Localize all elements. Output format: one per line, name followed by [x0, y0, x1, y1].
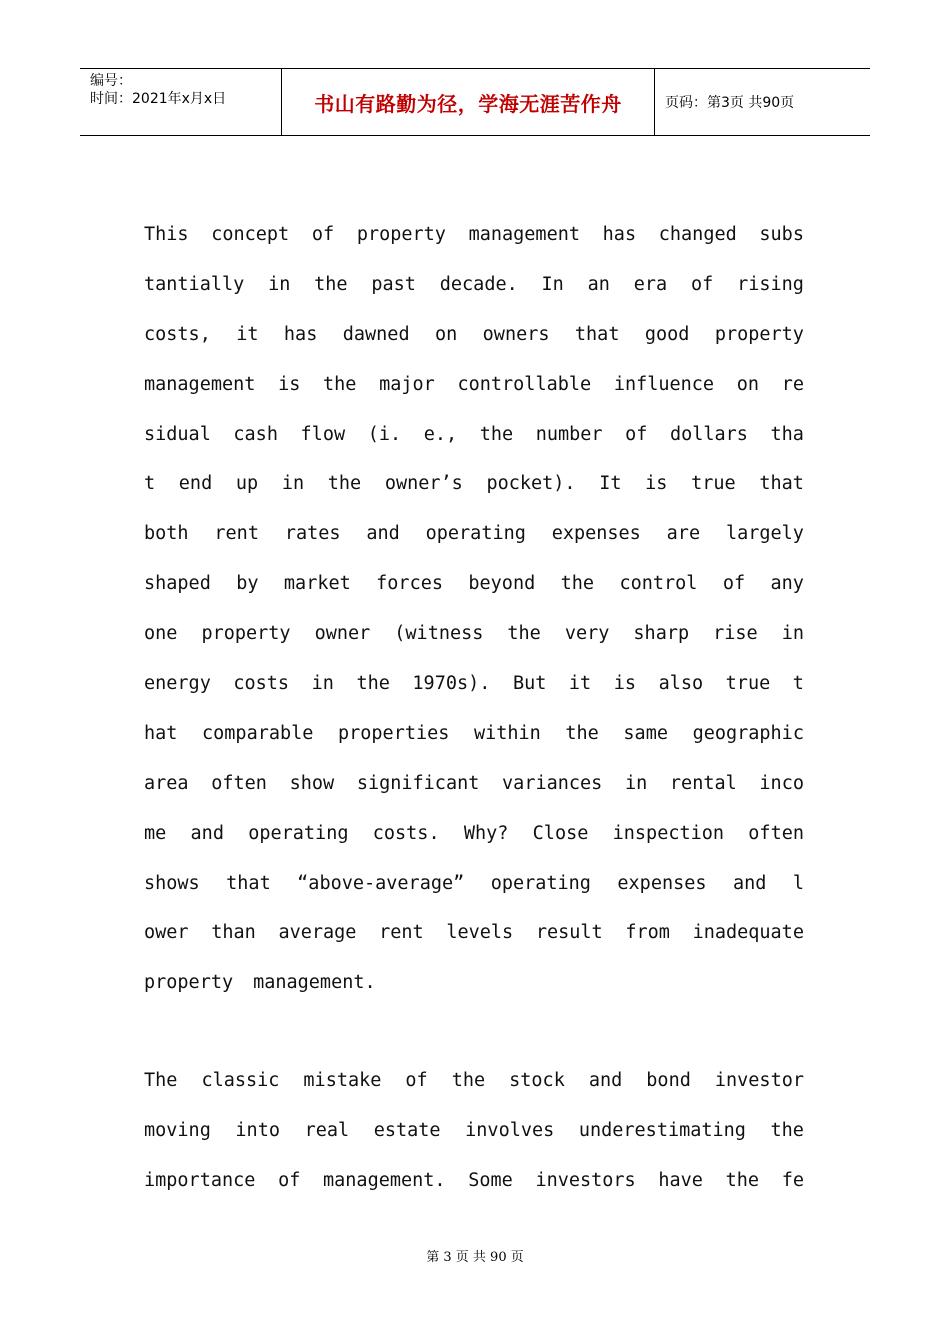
- word: show: [289, 772, 335, 794]
- word: bond: [646, 1070, 691, 1092]
- word: sharp: [633, 623, 690, 645]
- word: end: [178, 473, 213, 495]
- word: the: [507, 623, 541, 645]
- word: costs,: [144, 323, 211, 345]
- word: shows: [144, 872, 200, 894]
- word: on: [736, 373, 760, 395]
- text-line: [144, 1060, 804, 1110]
- word: moving: [144, 1120, 211, 1142]
- word: in: [624, 772, 648, 794]
- word: both: [144, 523, 189, 545]
- word: owner: [314, 623, 371, 645]
- word: of: [690, 273, 714, 295]
- word: of: [278, 1170, 301, 1192]
- word: subs: [759, 224, 804, 245]
- word: t: [792, 673, 804, 695]
- word: In: [541, 273, 564, 295]
- word: management.: [323, 1170, 446, 1192]
- word: the: [451, 1070, 486, 1092]
- word: that: [759, 473, 804, 495]
- word: t: [144, 473, 156, 495]
- word: significant: [356, 772, 480, 794]
- word: 1970s).: [412, 673, 491, 695]
- word: operating: [248, 822, 349, 844]
- text-line: [144, 563, 804, 613]
- word: dawned: [342, 323, 410, 345]
- word: tha: [770, 423, 804, 445]
- word: very: [564, 623, 610, 645]
- word: management: [144, 373, 256, 395]
- text-line: [144, 214, 804, 264]
- text-line: [144, 863, 804, 913]
- word: and: [366, 523, 400, 545]
- word: involves: [465, 1120, 555, 1142]
- word: real: [304, 1120, 350, 1142]
- word: inspection: [612, 822, 725, 844]
- word: the: [565, 722, 599, 744]
- word: the: [725, 1170, 760, 1192]
- word: into: [235, 1120, 280, 1142]
- word: that: [226, 872, 271, 894]
- word: true: [691, 473, 736, 495]
- word: has: [283, 323, 318, 345]
- text-line: [144, 713, 804, 763]
- word: owners: [482, 323, 550, 345]
- paragraph-gap: [144, 1012, 804, 1060]
- header-meta: [80, 69, 282, 135]
- word: any: [770, 573, 804, 595]
- word: have: [658, 1170, 703, 1192]
- word: costs: [233, 673, 290, 695]
- word: is: [613, 673, 637, 695]
- word: It: [599, 473, 622, 495]
- word: the: [479, 423, 514, 445]
- word: management.: [253, 972, 376, 994]
- word: hat: [144, 722, 178, 744]
- word: This: [144, 224, 189, 245]
- word: re: [781, 373, 804, 395]
- word: beyond: [468, 573, 536, 595]
- document-date-label: 时间：2021年x月x日: [90, 91, 227, 107]
- word: the: [323, 373, 357, 395]
- word: are: [666, 523, 701, 545]
- word: and: [588, 1070, 623, 1092]
- word: e.,: [423, 423, 458, 445]
- word: rent: [379, 922, 424, 944]
- word: also: [658, 673, 704, 695]
- word: past: [371, 273, 416, 295]
- word: within: [473, 722, 541, 744]
- paragraph: [144, 1060, 804, 1210]
- text-line: [144, 613, 804, 663]
- page-footer: 第 3 页 共 90 页: [426, 1250, 524, 1265]
- word: average: [278, 922, 357, 944]
- word: The: [144, 1070, 178, 1092]
- paragraph: [144, 214, 804, 1012]
- text-line: [144, 962, 804, 1012]
- text-line: [144, 663, 804, 713]
- word: often: [748, 822, 804, 844]
- word: on: [434, 323, 458, 345]
- word: is: [278, 373, 301, 395]
- word: comparable: [202, 722, 314, 744]
- word: it: [568, 673, 592, 695]
- word: property: [714, 323, 804, 345]
- word: good: [644, 323, 690, 345]
- word: decade.: [439, 273, 518, 295]
- word: that: [574, 323, 620, 345]
- word: changed: [658, 224, 737, 245]
- word: operating: [425, 523, 526, 545]
- text-line: [144, 1110, 804, 1160]
- word: than: [211, 922, 256, 944]
- word: variances: [502, 772, 603, 794]
- word: inco: [759, 772, 804, 794]
- word: of: [311, 224, 335, 245]
- word: the: [327, 473, 362, 495]
- word: rise: [713, 623, 758, 645]
- word: it: [236, 323, 259, 345]
- word: costs.: [372, 822, 440, 844]
- word: and: [732, 872, 767, 894]
- word: tantially: [144, 273, 245, 295]
- word: the: [560, 573, 595, 595]
- text-line: [144, 463, 804, 513]
- page-header: [80, 68, 870, 136]
- word: fe: [781, 1170, 804, 1192]
- word: and: [190, 822, 224, 844]
- word: in: [281, 473, 305, 495]
- word: in: [781, 623, 804, 645]
- word: rising: [737, 273, 804, 295]
- document-body: [144, 214, 804, 1210]
- word: mistake: [303, 1070, 382, 1092]
- text-line: [144, 912, 804, 962]
- word: property: [144, 972, 234, 994]
- word: operating: [490, 872, 591, 894]
- word: control: [619, 573, 698, 595]
- text-line: [144, 1160, 804, 1210]
- word: Close: [532, 822, 589, 844]
- word: result: [535, 922, 603, 944]
- word: area: [144, 772, 189, 794]
- word: true: [725, 673, 771, 695]
- word: shaped: [144, 573, 211, 595]
- word: concept: [211, 224, 290, 245]
- word: in: [268, 273, 291, 295]
- word: by: [236, 573, 259, 595]
- word: number: [535, 423, 603, 445]
- word: levels: [446, 922, 514, 944]
- word: one: [144, 623, 178, 645]
- word: “above-average”: [297, 872, 465, 894]
- word: rates: [284, 523, 341, 545]
- word: Some: [468, 1170, 513, 1192]
- word: largely: [725, 523, 804, 545]
- word: the: [770, 1120, 804, 1142]
- word: investor: [714, 1070, 804, 1092]
- word: Why?: [463, 822, 509, 844]
- word: energy: [144, 673, 211, 695]
- word: estate: [373, 1120, 441, 1142]
- word: management: [468, 224, 580, 245]
- word: controllable: [457, 373, 592, 395]
- word: importance: [144, 1170, 256, 1192]
- text-line: [144, 314, 804, 364]
- word: owner’s: [384, 473, 463, 495]
- text-line: [144, 414, 804, 464]
- word: investors: [535, 1170, 636, 1192]
- word: property: [201, 623, 291, 645]
- word: flow: [300, 423, 346, 445]
- header-page-info: 页码：第3页 共90页: [665, 95, 795, 111]
- word: forces: [376, 573, 443, 595]
- word: an: [587, 273, 610, 295]
- word: But: [512, 673, 547, 695]
- word: ower: [144, 922, 189, 944]
- word: me: [144, 822, 167, 844]
- word: geographic: [692, 722, 804, 744]
- word: market: [283, 573, 351, 595]
- word: stock: [509, 1070, 565, 1092]
- word: in: [311, 673, 334, 695]
- word: l: [792, 872, 804, 894]
- word: from: [625, 922, 670, 944]
- word: expenses: [617, 872, 707, 894]
- word: (i.: [367, 423, 402, 445]
- text-line: [144, 264, 804, 314]
- word: sidual: [144, 423, 211, 445]
- header-motto: 书山有路勤为径，学海无涯苦作舟: [282, 69, 655, 135]
- word: classic: [201, 1070, 280, 1092]
- word: rental: [669, 772, 737, 794]
- word: inadequate: [692, 922, 804, 944]
- word: influence: [613, 373, 715, 395]
- word: underestimating: [578, 1120, 746, 1142]
- word: era: [633, 273, 668, 295]
- word: major: [379, 373, 435, 395]
- word: is: [645, 473, 668, 495]
- word: often: [211, 772, 267, 794]
- text-line: [144, 364, 804, 414]
- word: of: [405, 1070, 428, 1092]
- word: pocket).: [486, 473, 576, 495]
- text-line: [144, 813, 804, 863]
- word: of: [722, 573, 746, 595]
- word: of: [625, 423, 648, 445]
- word: cash: [233, 423, 278, 445]
- word: property: [356, 224, 446, 245]
- word: the: [314, 273, 348, 295]
- word: the: [356, 673, 390, 695]
- text-line: [144, 513, 804, 563]
- text-line: [144, 763, 804, 813]
- word: dollars: [669, 423, 748, 445]
- word: has: [602, 224, 637, 245]
- word: (witness: [394, 623, 484, 645]
- document-number-label: 编号：: [90, 73, 132, 89]
- word: up: [235, 473, 259, 495]
- word: expenses: [551, 523, 641, 545]
- word: properties: [338, 722, 450, 744]
- word: rent: [214, 523, 259, 545]
- word: same: [623, 722, 668, 744]
